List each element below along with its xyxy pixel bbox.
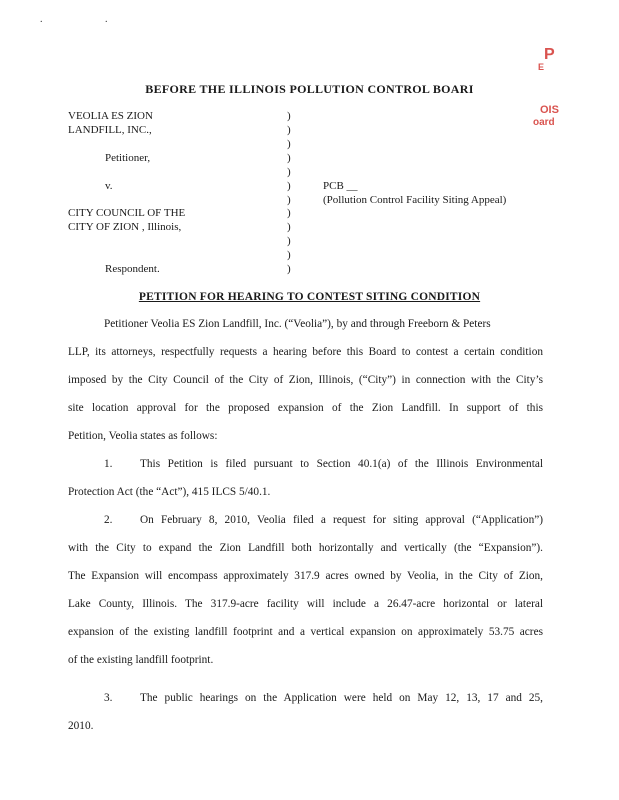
intro-line: LLP, its attorneys, respectfully requests a hearing before this Board to contest a certain condition xyxy=(68,346,543,358)
paragraph-line: expansion of the existing landfill footprint and a vertical expansion on approximately 53.75 acres xyxy=(68,626,543,638)
stamp-letter-e: E xyxy=(538,62,545,72)
intro-line: site location approval for the proposed expansion of the Zion Landfill. In support of this xyxy=(68,402,543,414)
caption-paren: ) xyxy=(287,110,291,122)
stamp-text-oard: oard xyxy=(533,117,555,128)
respondent-name-line1: CITY COUNCIL OF THE xyxy=(68,207,186,219)
paragraph-line: The Expansion will encompass approximately 317.9 acres owned by Veolia, in the City of Zion, xyxy=(68,570,543,582)
paragraph-line: of the existing landfill footprint. xyxy=(68,654,214,666)
caption-paren: ) xyxy=(287,152,291,164)
respondent-name-line2: CITY OF ZION , Illinois, xyxy=(68,221,182,233)
petitioner-name-line2: LANDFILL, INC., xyxy=(68,124,152,136)
caption-paren: ) xyxy=(287,221,291,233)
paragraph-line: 2010. xyxy=(68,720,94,732)
paragraph-line: The public hearings on the Application were held on May 12, 13, 17 and 25, xyxy=(140,692,543,704)
paragraph-number: 1. xyxy=(104,458,113,470)
respondent-label: Respondent. xyxy=(105,263,160,275)
scan-marks: . . xyxy=(40,14,138,25)
paragraph-line: This Petition is filed pursuant to Section 40.1(a) of the Illinois Environmental xyxy=(140,458,543,470)
paragraph-line: Lake County, Illinois. The 317.9-acre facility will include a 26.47-acre horizontal or lateral xyxy=(68,598,543,610)
pcb-number: PCB __ xyxy=(323,180,358,192)
intro-line: Petition, Veolia states as follows: xyxy=(68,430,218,442)
caption-paren: ) xyxy=(287,180,291,192)
paragraph-line: On February 8, 2010, Veolia filed a request for siting approval (“Application”) xyxy=(140,514,543,526)
stamp-text-ois: OIS xyxy=(540,104,559,116)
paragraph-number: 2. xyxy=(104,514,113,526)
caption-paren: ) xyxy=(287,263,291,275)
caption-paren: ) xyxy=(287,124,291,136)
petition-title: PETITION FOR HEARING TO CONTEST SITING CONDITION xyxy=(138,291,481,303)
stamp-letter-p: P xyxy=(544,46,555,63)
petitioner-label: Petitioner, xyxy=(105,152,151,164)
caption-paren: ) xyxy=(287,194,291,206)
intro-line: imposed by the City Council of the City of Zion, Illinois, (“City”) in connection with the City’s xyxy=(68,374,543,386)
versus-label: v. xyxy=(105,180,113,192)
board-title: BEFORE THE ILLINOIS POLLUTION CONTROL BOARI xyxy=(145,82,474,96)
paragraph-line: with the City to expand the Zion Landfill both horizontally and vertically (the “Expansion”). xyxy=(68,542,543,554)
intro-line: Petitioner Veolia ES Zion Landfill, Inc. (“Veolia”), by and through Freeborn & Peters xyxy=(104,318,491,330)
caption-paren: ) xyxy=(287,138,291,150)
pcb-description: (Pollution Control Facility Siting Appeal) xyxy=(323,194,507,206)
paragraph-line: Protection Act (the “Act”), 415 ILCS 5/40.1. xyxy=(68,486,271,498)
petitioner-name-line1: VEOLIA ES ZION xyxy=(68,110,153,122)
caption-paren: ) xyxy=(287,166,291,178)
paragraph-number: 3. xyxy=(104,692,113,704)
caption-paren: ) xyxy=(287,249,291,261)
caption-paren: ) xyxy=(287,207,291,219)
caption-paren: ) xyxy=(287,235,291,247)
